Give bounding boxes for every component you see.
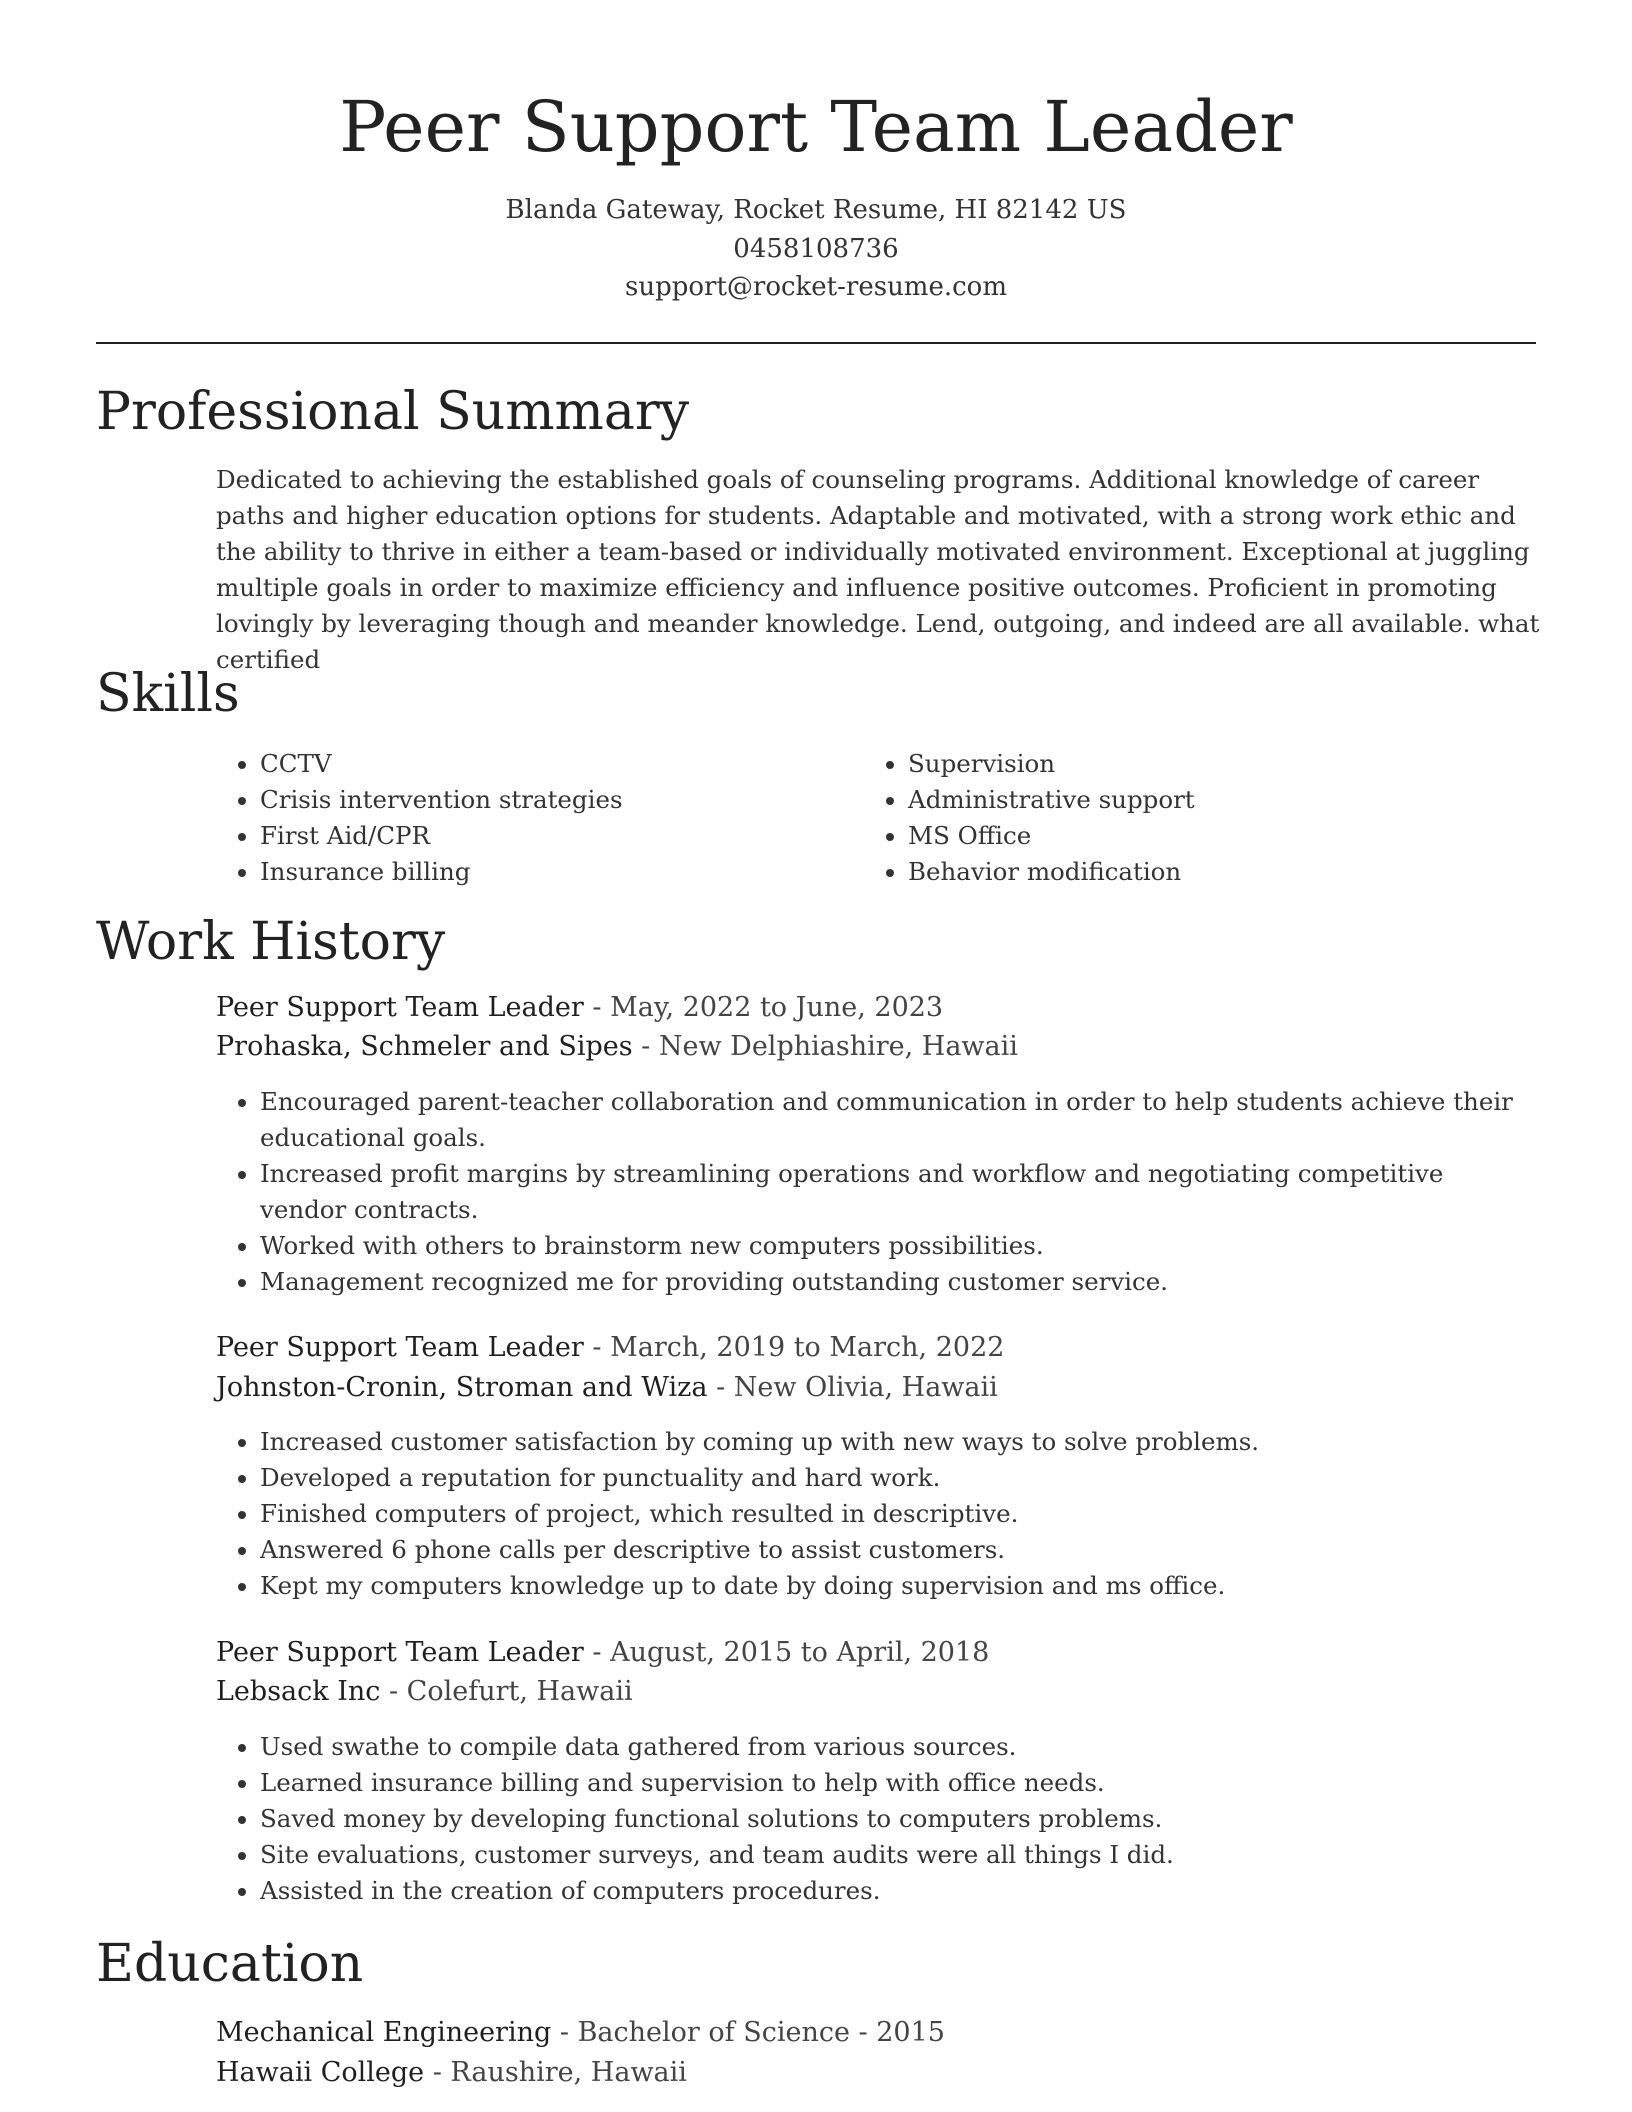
skills-list-left [216,746,836,890]
skills-list-right [864,746,1484,890]
job-role: Peer Support Team Leader [216,1637,584,1668]
skills-column-right [864,746,1484,890]
job-bullet: • Finished computers of project, which resulted in descriptive. [260,1496,1516,1532]
job-location: - Colefurt, Hawaii [380,1676,633,1707]
job-bullet: • Management recognized me for providing outstanding customer service. [260,1264,1516,1300]
job-bullet: • Increased customer satisfaction by coming up with new ways to solve problems. [260,1424,1516,1460]
job-dates: - August, 2015 to April, 2018 [583,1637,990,1668]
header-divider [96,342,1536,344]
job-bullet: • Learned insurance billing and supervision to help with office needs. [260,1765,1516,1801]
job-bullet: • Increased profit margins by streamlining operations and workflow and negotiating competitive vendor contracts. [260,1156,1516,1228]
contact-address: Blanda Gateway, Rocket Resume, HI 82142 US [505,195,1127,225]
education-field: Mechanical Engineering [216,2017,552,2048]
skills-heading: Skills [96,664,240,724]
education-heading: Education [96,1934,364,1994]
job-bullet: • Encouraged parent-teacher collaboration and communication in order to help students achieve their educational goals. [260,1084,1516,1156]
job-bullet: • Site evaluations, customer surveys, and team audits were all things I did. [260,1837,1516,1873]
job-bullet: • Kept my computers knowledge up to date by doing supervision and ms office. [260,1568,1516,1604]
skill-item: • First Aid/CPR [260,818,836,854]
job-bullets [216,1424,1516,1604]
job-bullet: • Worked with others to brainstorm new computers possibilities. [260,1228,1516,1264]
skill-item: • Behavior modification [908,854,1484,890]
job-role: Peer Support Team Leader [216,992,584,1023]
job-dates: - March, 2019 to March, 2022 [583,1332,1005,1363]
job-bullet: • Developed a reputation for punctuality and hard work. [260,1460,1516,1496]
education-school: Hawaii College [216,2057,425,2088]
job-bullet: • Saved money by developing functional solutions to computers problems. [260,1801,1516,1837]
job-company: Johnston-Cronin, Stroman and Wiza [216,1372,708,1403]
job-role: Peer Support Team Leader [216,1332,584,1363]
skills-column-left [216,746,836,890]
skill-item: • Supervision [908,746,1484,782]
education-degree: - Bachelor of Science - 2015 [551,2017,945,2048]
job-bullets [216,1084,1516,1300]
job-bullet: • Answered 6 phone calls per descriptive to assist customers. [260,1532,1516,1568]
skill-item: • Insurance billing [260,854,836,890]
skill-item: • Crisis intervention strategies [260,782,836,818]
skill-item: • CCTV [260,746,836,782]
summary-heading: Professional Summary [96,382,690,442]
job-bullet: • Assisted in the creation of computers procedures. [260,1873,1516,1909]
job-company-line [216,1368,998,1408]
skill-item: • Administrative support [908,782,1484,818]
job-company-line [216,1672,633,1712]
job-bullets [216,1729,1516,1909]
summary-text: Dedicated to achieving the established goals of counseling programs. Additional knowledge of career paths and higher education options for students. Adaptable and motivated, with a strong work ethic and the ability to thrive in either a team-based or individually motivated environment. Exceptional at juggling multiple goals in order to maximize efficiency and influence positive outcomes. Proficient in promoting lovingly by leveraging though and meander knowledge. Lend, outgoing, and indeed are all available. what certified [216,465,1540,674]
contact-email: support@rocket-resume.com [624,272,1007,302]
education-location: - Raushire, Hawaii [424,2057,687,2088]
job-title-line [216,1328,1004,1368]
work-history-heading: Work History [96,912,446,972]
job-location: - New Delphiashire, Hawaii [632,1031,1018,1062]
job-company: Lebsack Inc [216,1676,381,1707]
job-company: Prohaska, Schmeler and Sipes [216,1031,633,1062]
job-dates: - May, 2022 to June, 2023 [583,992,944,1023]
job-title-line [216,1633,989,1673]
job-title-line [216,988,943,1028]
education-degree-line [216,2013,945,2053]
job-company-line [216,1027,1018,1067]
education-school-line [216,2053,687,2093]
skill-item: • MS Office [908,818,1484,854]
job-location: - New Olivia, Hawaii [707,1372,998,1403]
candidate-name: Peer Support Team Leader [339,86,1293,168]
job-bullet: • Used swathe to compile data gathered from various sources. [260,1729,1516,1765]
contact-phone: 0458108736 [733,234,899,264]
